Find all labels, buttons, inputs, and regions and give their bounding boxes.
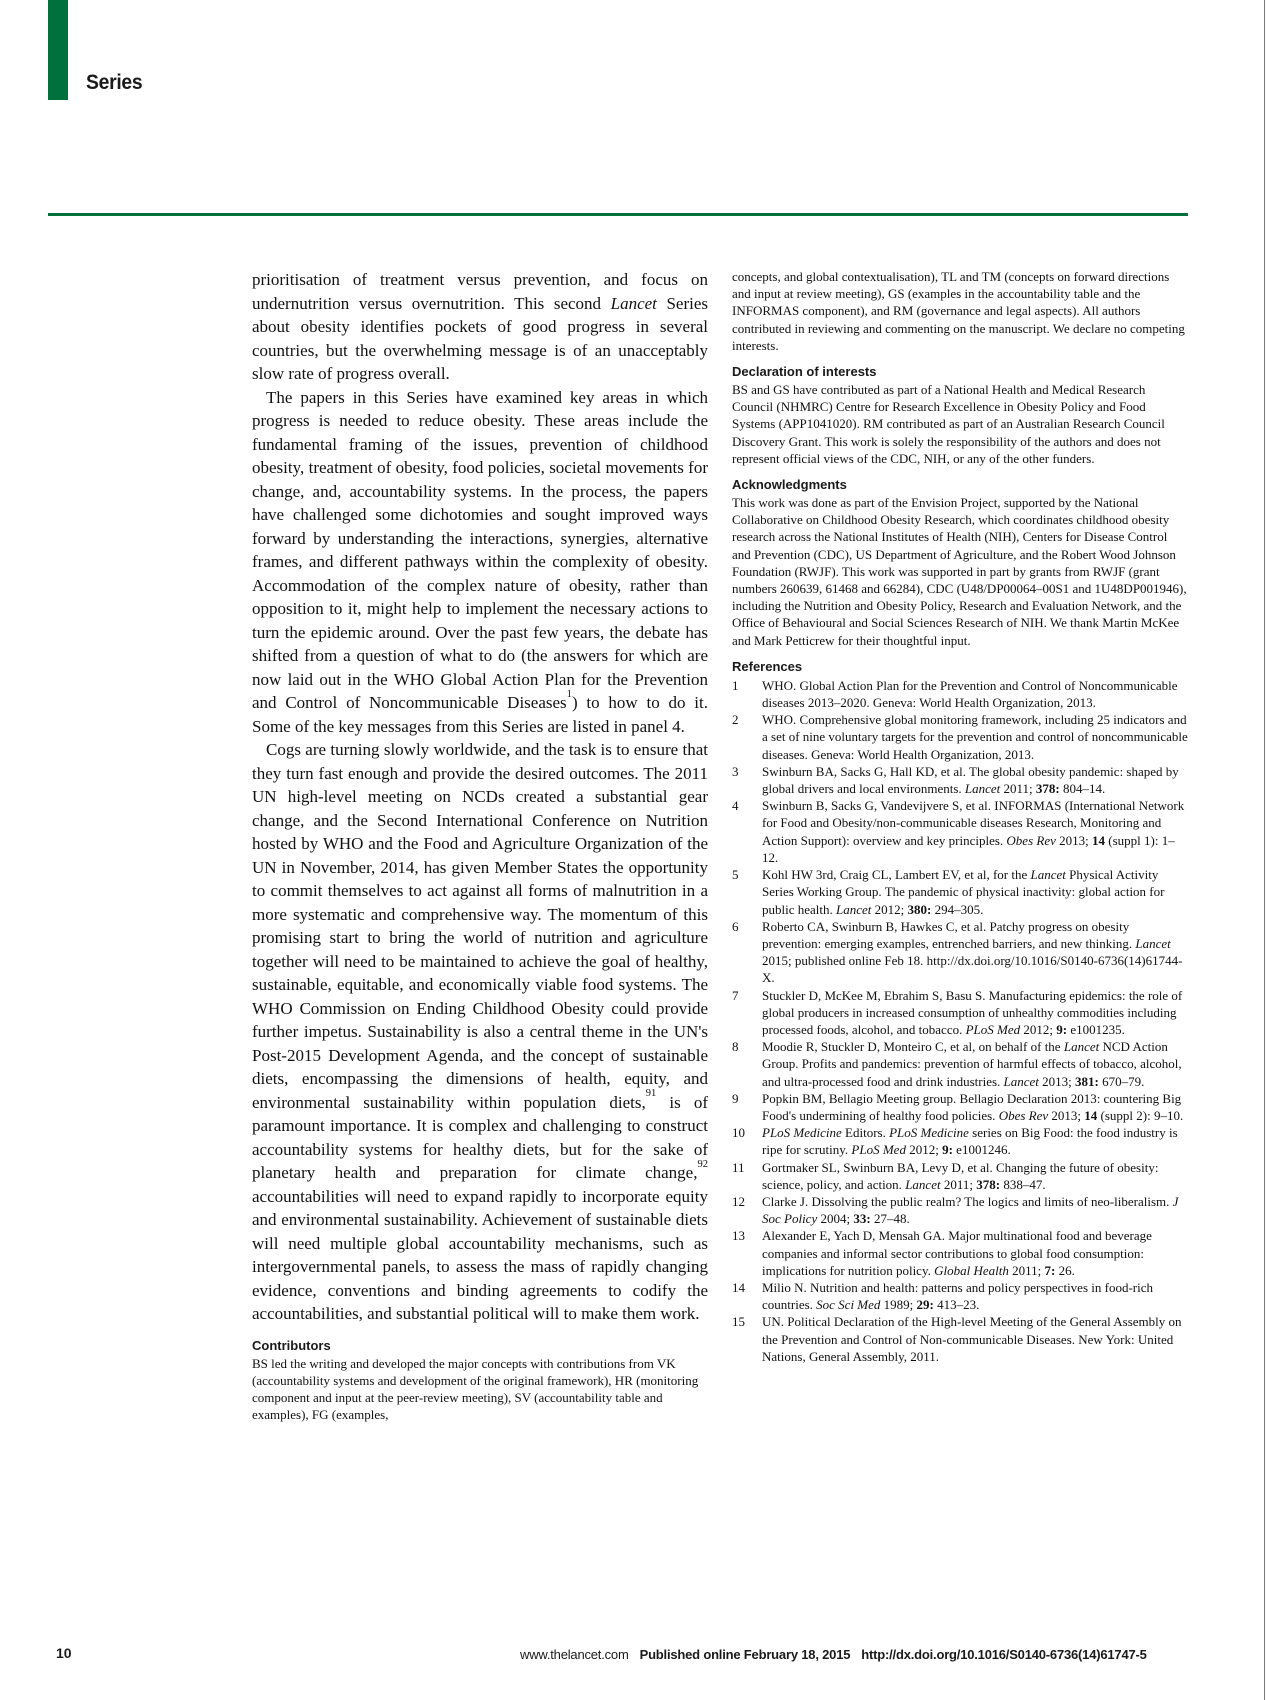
series-accent-bar bbox=[48, 0, 68, 100]
reference-item bbox=[732, 1090, 1188, 1124]
reference-item bbox=[732, 1313, 1188, 1365]
left-column bbox=[252, 268, 708, 1423]
reference-item bbox=[732, 1038, 1188, 1090]
right-column bbox=[732, 268, 1188, 1365]
reference-item bbox=[732, 1159, 1188, 1193]
reference-item bbox=[732, 1124, 1188, 1158]
header-rule bbox=[48, 213, 1188, 216]
reference-text: Kohl HW 3rd, Craig CL, Lambert EV, et al, for the Lancet Physical Activity Series Working Group. The pandemic of physical inactivity: global action for public health. Lancet 2012; 380: 294–305. bbox=[762, 867, 1165, 917]
reference-number: 11 bbox=[732, 1159, 745, 1175]
reference-item bbox=[732, 711, 1188, 763]
contributors-heading: Contributors bbox=[252, 1337, 331, 1353]
reference-text: Roberto CA, Swinburn B, Hawkes C, et al. Patchy progress on obesity prevention: emerging examples, entrenched barriers, and new thinking. Lancet 2015; published online Feb 18. http://dx.doi.org/10.1016/S0140-6736(14)61744-X. bbox=[762, 918, 1183, 986]
reference-item bbox=[732, 763, 1188, 797]
reference-text: Moodie R, Stuckler D, Monteiro C, et al, on behalf of the Lancet NCD Action Group. Profits and pandemics: prevention of harmful effects of tobacco, alcohol, and ultra-processed food and drink industries. Lancet 2013; 381: 670–79. bbox=[762, 1039, 1182, 1089]
reference-number: 3 bbox=[732, 763, 739, 779]
reference-item bbox=[732, 797, 1188, 866]
reference-number: 1 bbox=[732, 677, 739, 693]
declaration-of-interests-text: BS and GS have contributed as part of a National Health and Medical Research Council (NHMRC) Centre for Research Excellence in Obesity Policy and Food Systems (APP1041020). RM contributed as part of an Australian Research Council Discovery Grant. This work is solely the responsibility of the authors and does not represent official views of the CDC, NIH, or any of the other funders. bbox=[732, 382, 1165, 466]
reference-text: PLoS Medicine Editors. PLoS Medicine series on Big Food: the food industry is ripe for scrutiny. PLoS Med 2012; 9: e1001246. bbox=[762, 1125, 1178, 1158]
reference-text: Alexander E, Yach D, Mensah GA. Major multinational food and beverage companies and informal sector contributions to global food consumption: implications for nutrition policy. Global Health 2011; 7: 26. bbox=[762, 1228, 1152, 1278]
reference-text: Milio N. Nutrition and health: patterns and policy perspectives in food-rich countries. Soc Sci Med 1989; 29: 413–23. bbox=[762, 1279, 1153, 1313]
reference-number: 4 bbox=[732, 798, 739, 814]
declaration-of-interests-heading: Declaration of interests bbox=[732, 364, 877, 380]
references-heading: References bbox=[732, 658, 803, 674]
reference-text: Swinburn B, Sacks G, Vandevijvere S, et al. INFORMAS (International Network for Food and Obesity/non-communicable diseases Research, Monitoring and Action Support): overview and key principles. Obes Rev 2013; 14 (suppl 1): 1–12. bbox=[762, 798, 1185, 865]
reference-number: 12 bbox=[732, 1193, 745, 1209]
reference-number: 14 bbox=[732, 1279, 745, 1295]
footer-site-url: www.thelancet.com bbox=[520, 1647, 629, 1662]
reference-text: Clarke J. Dissolving the public realm? The logics and limits of neo-liberalism. J Soc Policy 2004; 33: 27–48. bbox=[762, 1193, 1179, 1227]
acknowledgments-heading: Acknowledgments bbox=[732, 477, 847, 493]
footer-doi-url: http://dx.doi.org/10.1016/S0140-6736(14)61747-5 bbox=[861, 1647, 1147, 1662]
body-paragraph: Cogs are turning slowly worldwide, and the task is to ensure that they turn fast enough and provide the desired outcomes. The 2011 UN high-level meeting on NCDs created a substantial gear change, and the Second International Conference on Nutrition hosted by WHO and the Food and Agriculture Organization of the UN in November, 2014, has given Member States the opportunity to commit themselves to act against all forms of malnutrition in a more systematic and comprehensive way. The momentum of this promising start to bring the world of nutrition and agriculture together will need to be maintained to achieve the goal of healthy, sustainable, equitable, and economically viable food systems. The WHO Commission on Ending Childhood Obesity could provide further impetus. Sustainability is also a central theme in the UN's Post-2015 Development Agenda, and the concept of sustainable diets, encompassing the dimensions of health, equity, and environmental sustainability within population diets,$^{91}$ is of paramount importance. It is complex and challenging to construct accountability systems for healthy diets, but for the sake of planetary health and preparation for climate change,$^{92}$ accountabilities will need to expand rapidly to incorporate equity and environmental sustainability. Achievement of sustainable diets will need multiple global accountability mechanisms, such as intergovernmental panels, to assess the mass of rapidly changing evidence, conventions and binding agreements to codify the accountabilities, and substantial political will to make them work. bbox=[252, 740, 708, 1323]
footer-page-number: 10 bbox=[56, 1645, 72, 1661]
reference-number: 2 bbox=[732, 712, 739, 728]
reference-item bbox=[732, 1279, 1188, 1313]
reference-text: Popkin BM, Bellagio Meeting group. Bellagio Declaration 2013: countering Big Food's undermining of healthy food policies. Obes Rev 2013; 14 (suppl 2): 9–10. bbox=[762, 1090, 1184, 1123]
contributors-text: BS led the writing and developed the major concepts with contributions from VK (accountability systems and development of the original framework), HR (monitoring component and input at the peer-review meeting), SV (accountability table and examples), FG (examples, bbox=[252, 1355, 699, 1423]
body-paragraph: prioritisation of treatment versus prevention, and focus on undernutrition versus overnutrition. This second Lancet Series about obesity identifies pockets of good progress in several countries, but the overwhelming message is of an unacceptably slow rate of progress overall. bbox=[252, 270, 708, 383]
reference-item bbox=[732, 866, 1188, 918]
body-paragraph: The papers in this Series have examined key areas in which progress is needed to reduce obesity. These areas include the fundamental framing of the issues, prevention of childhood obesity, treatment of obesity, food policies, societal movements for change, and, accountability systems. In the process, the papers have challenged some dichotomies and sought improved ways forward by understanding the interactions, synergies, alternative frames, and different pathways within the complexity of obesity. Accommodation of the complex nature of obesity, rather than opposition to it, might help to implement the necessary actions to turn the epidemic around. Over the past few years, the debate has shifted from a question of what to do (the answers for which are now laid out in the WHO Global Action Plan for the Prevention and Control of Noncommunicable Diseases$^1$) to how to do it. Some of the key messages from this Series are listed in panel 4. bbox=[252, 387, 708, 736]
page-edge-line bbox=[1264, 0, 1265, 1700]
reference-item bbox=[732, 1193, 1188, 1227]
reference-number: 10 bbox=[732, 1125, 745, 1141]
reference-number: 15 bbox=[732, 1314, 745, 1330]
reference-text: WHO. Comprehensive global monitoring framework, including 25 indicators and a set of nine voluntary targets for the prevention and control of noncommunicable diseases. Geneva: World Health Organization, 2013. bbox=[762, 712, 1188, 762]
acknowledgments-text: This work was done as part of the Envision Project, supported by the National Collaborative on Childhood Obesity Research, which coordinates childhood obesity research across the National Institutes of Health (NIH), Centers for Disease Control and Prevention (CDC), US Department of Agriculture, and the Robert Wood Johnson Foundation (RWJF). This work was supported in part by grants from RWJF (grant numbers 260639, 61468 and 66284), CDC (U48/DP00064–00S1 and 1U48DP001946), including the Nutrition and Obesity Policy, Research and Evaluation Network, and the Office of Behavioural and Social Sciences Research of NIH. We thank Martin McKee and Mark Petticrew for their thoughtful input. bbox=[732, 495, 1187, 648]
reference-item bbox=[732, 987, 1188, 1039]
footer-published-date: Published online February 18, 2015 bbox=[639, 1647, 851, 1662]
reference-number: 5 bbox=[732, 867, 739, 883]
reference-number: 6 bbox=[732, 918, 739, 934]
references-list bbox=[732, 677, 1188, 1365]
reference-number: 9 bbox=[732, 1090, 739, 1106]
reference-item bbox=[732, 918, 1188, 987]
series-section-label: Series bbox=[86, 71, 143, 94]
reference-number: 8 bbox=[732, 1039, 739, 1055]
reference-item bbox=[732, 677, 1188, 711]
reference-item bbox=[732, 1227, 1188, 1279]
reference-text: WHO. Global Action Plan for the Prevention and Control of Noncommunicable diseases 2013–2020. Geneva: World Health Organization, 2013. bbox=[762, 677, 1178, 711]
reference-text: Swinburn BA, Sacks G, Hall KD, et al. The global obesity pandemic: shaped by global drivers and local environments. Lancet 2011; 378: 804–14. bbox=[762, 763, 1179, 797]
reference-number: 13 bbox=[732, 1228, 745, 1244]
footer bbox=[520, 1648, 1147, 1661]
reference-number: 7 bbox=[732, 987, 739, 1003]
reference-text: Stuckler D, McKee M, Ebrahim S, Basu S. Manufacturing epidemics: the role of global producers in increased consumption of unhealthy commodities including processed foods, alcohol, and tobacco. PLoS Med 2012; 9: e1001235. bbox=[762, 987, 1183, 1037]
contributors-continuation-text: concepts, and global contextualisation), TL and TM (concepts on forward directions and input at review meeting), GS (examples in the accountability table and the INFORMAS component), and RM (governance and legal aspects). All authors contributed in reviewing and commenting on the manuscript. We declare no competing interests. bbox=[732, 269, 1185, 353]
reference-text: Gortmaker SL, Swinburn BA, Levy D, et al. Changing the future of obesity: science, policy, and action. Lancet 2011; 378: 838–47. bbox=[762, 1159, 1159, 1192]
reference-text: UN. Political Declaration of the High-level Meeting of the General Assembly on the Prevention and Control of Non-communicable Diseases. New York: United Nations, General Assembly, 2011. bbox=[762, 1314, 1182, 1364]
